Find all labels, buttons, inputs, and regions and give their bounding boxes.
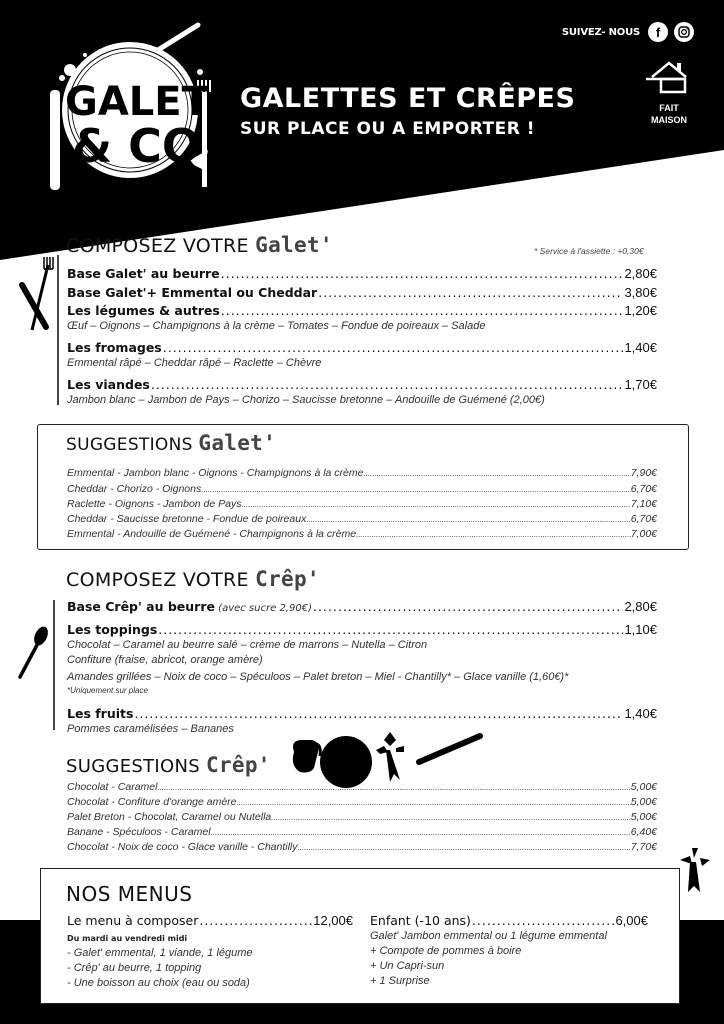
- crep-suggestion: [67, 826, 657, 838]
- item-price: 1,10€: [624, 622, 657, 637]
- title-brand: Crêp': [205, 753, 271, 777]
- item-label: Les fromages: [67, 340, 162, 355]
- item-description: Pommes caramélisées – Bananes: [67, 723, 234, 735]
- suggestion-price: 5,00€: [630, 796, 657, 808]
- headline: [240, 83, 575, 139]
- suggestion-label: Chocolat - Confiture d'orange amère: [67, 796, 237, 808]
- service-note: * Service à l'assiette : +0,30€: [534, 246, 644, 256]
- menu-line: - Une boisson au choix (eau ou soda): [67, 977, 250, 989]
- item-price: 1,40€: [624, 706, 657, 721]
- galet-item-base-fromage: [67, 285, 657, 300]
- suggestion-label: Chocolat - Noix de coco - Glace vanille - Chantilly: [67, 841, 298, 853]
- menu-compose: [67, 913, 353, 928]
- galet-item-legumes: [67, 303, 657, 318]
- suggestion-price: 6,70€: [630, 483, 657, 495]
- title-brand: Crêp': [255, 567, 320, 591]
- item-price: 3,80€: [624, 285, 657, 300]
- title-prefix: COMPOSEZ VOTRE: [66, 235, 256, 257]
- title-brand: Galet': [255, 233, 333, 257]
- svg-text:& CO: & CO: [72, 119, 201, 173]
- suggestion-price: 6,40€: [630, 826, 657, 838]
- crep-item-fruits: [67, 706, 657, 721]
- menu-price: 12,00€: [313, 913, 353, 928]
- item-label: Base Galet'+ Emmental ou Cheddar: [67, 285, 318, 300]
- instagram-icon[interactable]: [674, 22, 694, 42]
- logo: [40, 10, 220, 195]
- suggestion-label: Emmental - Jambon blanc - Oignons - Champignons à la crème: [67, 467, 364, 479]
- suggestion-price: 7,10€: [630, 498, 657, 510]
- social-links: [562, 22, 694, 42]
- item-price: 1,20€: [624, 303, 657, 318]
- title-prefix: COMPOSEZ VOTRE: [66, 569, 256, 591]
- galet-suggestion: [67, 483, 657, 495]
- title-brand: Galet': [198, 431, 277, 455]
- suggestion-price: 5,00€: [630, 781, 657, 793]
- suggestion-label: Cheddar - Chorizo - Oignons: [67, 483, 202, 495]
- menu-label: Enfant (-10 ans): [370, 913, 471, 928]
- galet-suggestion: [67, 467, 657, 479]
- suggestion-price: 5,00€: [630, 811, 657, 823]
- item-price: 1,40€: [624, 340, 657, 355]
- suggestion-price: 7,70€: [630, 841, 657, 853]
- crep-item-base: [67, 599, 657, 614]
- menu-line: + Compote de pommes à boire: [370, 945, 522, 957]
- menus-title: NOS MENUS: [66, 882, 193, 906]
- headline-subtitle: SUR PLACE OU A EMPORTER !: [240, 119, 536, 139]
- footnote: *Uniquement sur place: [67, 686, 148, 695]
- menu-line: - Galet' emmental, 1 viande, 1 légume: [67, 947, 253, 959]
- spoon-icon: [10, 625, 50, 685]
- menu-line: Galet' Jambon emmental ou 1 légume emmental: [370, 930, 607, 942]
- crep-item-toppings: [67, 622, 657, 637]
- facebook-icon[interactable]: f: [648, 22, 668, 42]
- item-description: Œuf – Oignons – Champignons à la crème – Tomates – Fondue de poireaux – Salade: [67, 320, 486, 332]
- galet-item-fromages: [67, 340, 657, 355]
- galet-suggestions-title: [66, 431, 276, 455]
- crep-suggestion: [67, 781, 657, 793]
- suggestion-label: Banane - Spéculoos - Caramel: [67, 826, 211, 838]
- item-price: 1,70€: [624, 377, 657, 392]
- item-description: Confiture (fraise, abricot, orange amère): [67, 654, 263, 666]
- svg-text:GALET: GALET: [65, 79, 209, 125]
- galet-suggestion: [67, 513, 657, 525]
- crep-suggestion: [67, 811, 657, 823]
- crep-suggestion: [67, 841, 657, 853]
- galet-suggestion: [67, 528, 657, 540]
- item-sub: (avec sucre 2,90€): [215, 603, 312, 614]
- title-prefix: SUGGESTIONS: [66, 435, 199, 455]
- title-prefix: SUGGESTIONS: [66, 756, 206, 777]
- suggestion-label: Palet Breton - Chocolat, Caramel ou Nutella: [67, 811, 272, 823]
- item-label: Base Galet' au beurre: [67, 266, 220, 281]
- section-bracket: [53, 600, 55, 730]
- item-label: Les toppings: [67, 622, 158, 637]
- suggestion-label: Chocolat - Caramel: [67, 781, 158, 793]
- fait-label: FAIT: [659, 103, 679, 113]
- suggestion-label: Emmental - Andouille de Guémené - Champignons à la crème: [67, 528, 357, 540]
- house-icon: [644, 60, 694, 96]
- menu-label: Le menu à composer: [67, 913, 199, 928]
- galet-item-viandes: [67, 377, 657, 392]
- menu-price: 6,00€: [615, 913, 648, 928]
- item-description: Emmental râpé – Cheddar râpé – Raclette – Chèvre: [67, 357, 322, 369]
- suggestion-label: Raclette - Oignons - Jambon de Pays: [67, 498, 242, 510]
- item-description: Chocolat – Caramel au beurre salé – crème de marrons – Nutella – Citron: [67, 639, 428, 651]
- item-label: Les légumes & autres: [67, 303, 220, 318]
- suggestion-price: 7,90€: [630, 467, 657, 479]
- plate-cutlery-icon: [40, 10, 220, 195]
- item-description: Jambon blanc – Jambon de Pays – Chorizo – Saucisse bretonne – Andouille de Guémené (2,00€): [67, 394, 545, 406]
- item-label: Les viandes: [67, 377, 150, 392]
- headline-title: GALETTES ET CRÊPES: [240, 83, 576, 114]
- galet-item-base-beurre: [67, 266, 657, 281]
- item-price: 2,80€: [624, 266, 657, 281]
- menu-enfant: [370, 913, 648, 928]
- menu-availability: Du mardi au vendredi midi: [67, 934, 188, 943]
- item-label-text: Base Crêp' au beurre: [67, 599, 215, 614]
- crep-suggestions-title: [66, 753, 271, 777]
- social-label: SUIVEZ- NOUS: [561, 26, 640, 38]
- item-description: Amandes grillées – Noix de coco – Spéculoos – Palet breton – Miel - Chantilly* – Glace vanille (1,60€)*: [67, 671, 569, 683]
- menu-line: - Crêp' au beurre, 1 topping: [67, 962, 202, 974]
- fait-maison-badge: [644, 60, 694, 125]
- suggestion-price: 6,70€: [630, 513, 657, 525]
- crep-suggestion: [67, 796, 657, 808]
- maison-label: MAISON: [651, 115, 687, 125]
- menu-line: + 1 Surprise: [370, 975, 430, 987]
- item-label: Les fruits: [67, 706, 134, 721]
- ermine-icon: [666, 848, 712, 894]
- crep-section-title: [66, 567, 320, 591]
- item-label: [67, 599, 312, 614]
- suggestion-price: 7,00€: [630, 528, 657, 540]
- item-price: 2,80€: [624, 599, 657, 614]
- fork-knife-icon: [18, 255, 58, 335]
- suggestion-label: Cheddar - Saucisse bretonne - Fondue de poireaux: [67, 513, 307, 525]
- section-bracket: [57, 255, 59, 405]
- galet-section-title: [66, 233, 333, 257]
- menu-line: + Un Capri-sun: [370, 960, 445, 972]
- galet-suggestion: [67, 498, 657, 510]
